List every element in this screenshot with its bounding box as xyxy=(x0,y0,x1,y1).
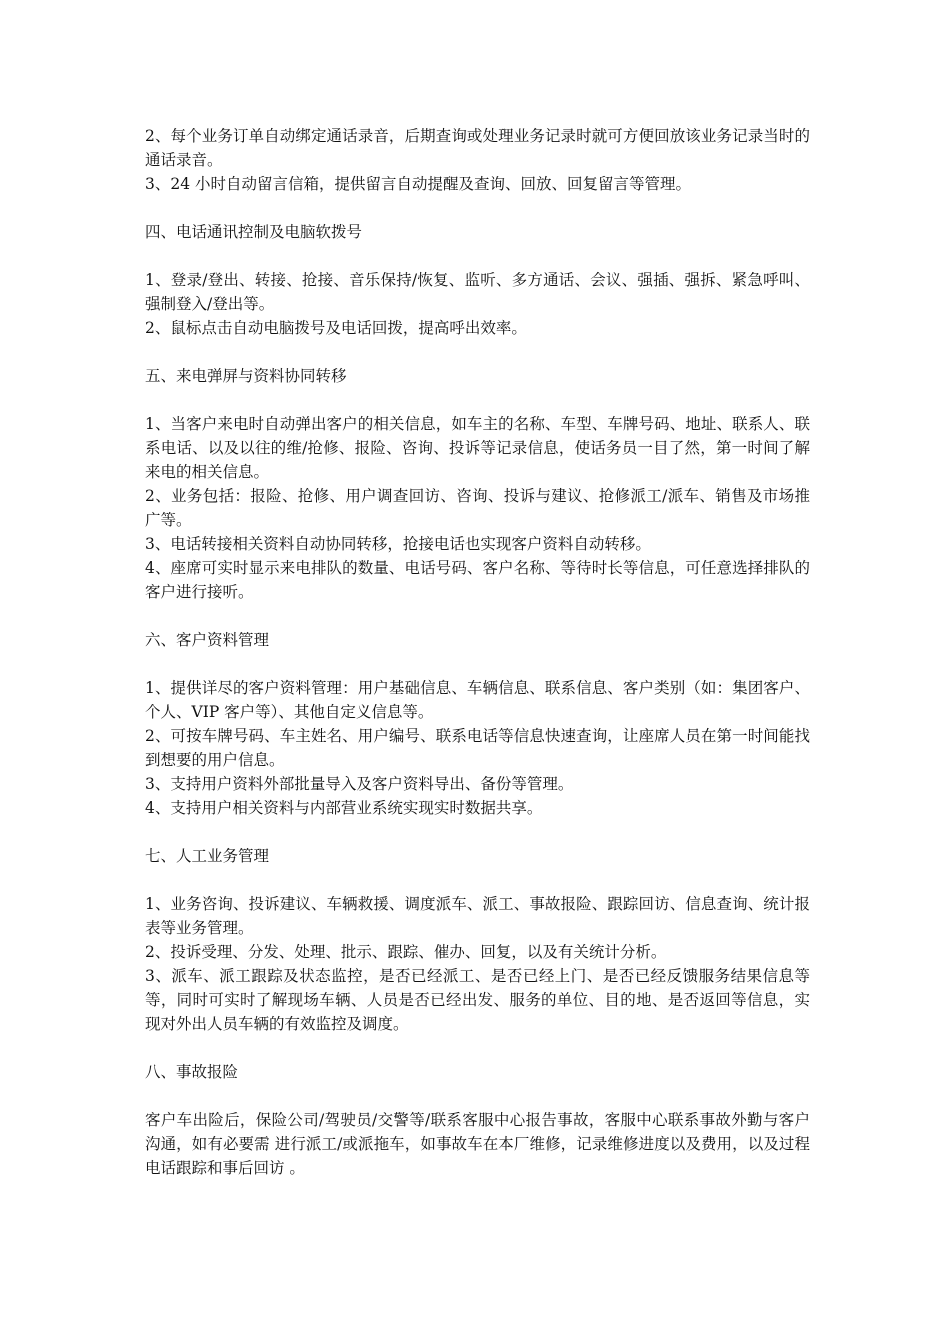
section-7-item-1: 1、业务咨询、投诉建议、车辆救援、调度派车、派工、事故报险、跟踪回访、信息查询、统计报表等业务管理。 xyxy=(145,895,810,937)
section-heading-5: 五、来电弹屏与资料协同转移 xyxy=(145,367,347,385)
section-4-item-2: 2、鼠标点击自动电脑拨号及电话回拨，提高呼出效率。 xyxy=(145,319,527,337)
section-heading-6: 六、客户资料管理 xyxy=(145,631,270,649)
section-heading-4: 四、电话通讯控制及电脑软拨号 xyxy=(145,223,363,241)
section-heading-8: 八、事故报险 xyxy=(145,1063,239,1081)
intro-paragraph-3: 3、24 小时自动留言信箱，提供留言自动提醒及查询、回放、回复留言等管理。 xyxy=(145,175,692,193)
intro-paragraph-2: 2、每个业务订单自动绑定通话录音，后期查询或处理业务记录时就可方便回放该业务记录当时的通话录音。 xyxy=(145,127,810,169)
section-5-item-1: 1、当客户来电时自动弹出客户的相关信息，如车主的名称、车型、车牌号码、地址、联系人、联系电话、以及以往的维/抢修、报险、咨询、投诉等记录信息，使话务员一目了然，第一时间了解来电的相关信息。 xyxy=(145,415,810,481)
section-6-item-4: 4、支持用户相关资料与内部营业系统实现实时数据共享。 xyxy=(145,799,543,817)
section-8-paragraph: 客户车出险后，保险公司/驾驶员/交警等/联系客服中心报告事故，客服中心联系事故外勤与客户沟通，如有必要需 进行派工/或派拖车，如事故车在本厂维修，记录维修进度以及费用，以及过程电话跟踪和事后回访 。 xyxy=(145,1111,810,1177)
section-6-item-3: 3、支持用户资料外部批量导入及客户资料导出、备份等管理。 xyxy=(145,775,574,793)
section-5-item-3: 3、电话转接相关资料自动协同转移，抢接电话也实现客户资料自动转移。 xyxy=(145,535,651,553)
section-heading-7: 七、人工业务管理 xyxy=(145,847,270,865)
section-6-item-2: 2、可按车牌号码、车主姓名、用户编号、联系电话等信息快速查询，让座席人员在第一时间能找到想要的用户信息。 xyxy=(145,727,810,769)
section-5-item-4: 4、座席可实时显示来电排队的数量、电话号码、客户名称、等待时长等信息，可任意选择排队的客户进行接听。 xyxy=(145,559,810,601)
section-7-item-2: 2、投诉受理、分发、处理、批示、跟踪、催办、回复，以及有关统计分析。 xyxy=(145,943,667,961)
section-4-item-1: 1、登录/登出、转接、抢接、音乐保持/恢复、监听、多方通话、会议、强插、强拆、紧急呼叫、强制登入/登出等。 xyxy=(145,271,810,313)
document-body xyxy=(145,124,810,1180)
section-6-item-1: 1、提供详尽的客户资料管理：用户基础信息、车辆信息、联系信息、客户类别（如：集团客户、个人、VIP 客户等）、其他自定义信息等。 xyxy=(145,679,810,721)
section-7-item-3: 3、派车、派工跟踪及状态监控，是否已经派工、是否已经上门、是否已经反馈服务结果信息等等，同时可实时了解现场车辆、人员是否已经出发、服务的单位、目的地、是否返回等信息，实现对外出人员车辆的有效监控及调度。 xyxy=(145,967,810,1033)
section-5-item-2: 2、业务包括：报险、抢修、用户调查回访、咨询、投诉与建议、抢修派工/派车、销售及市场推广等。 xyxy=(145,487,810,529)
